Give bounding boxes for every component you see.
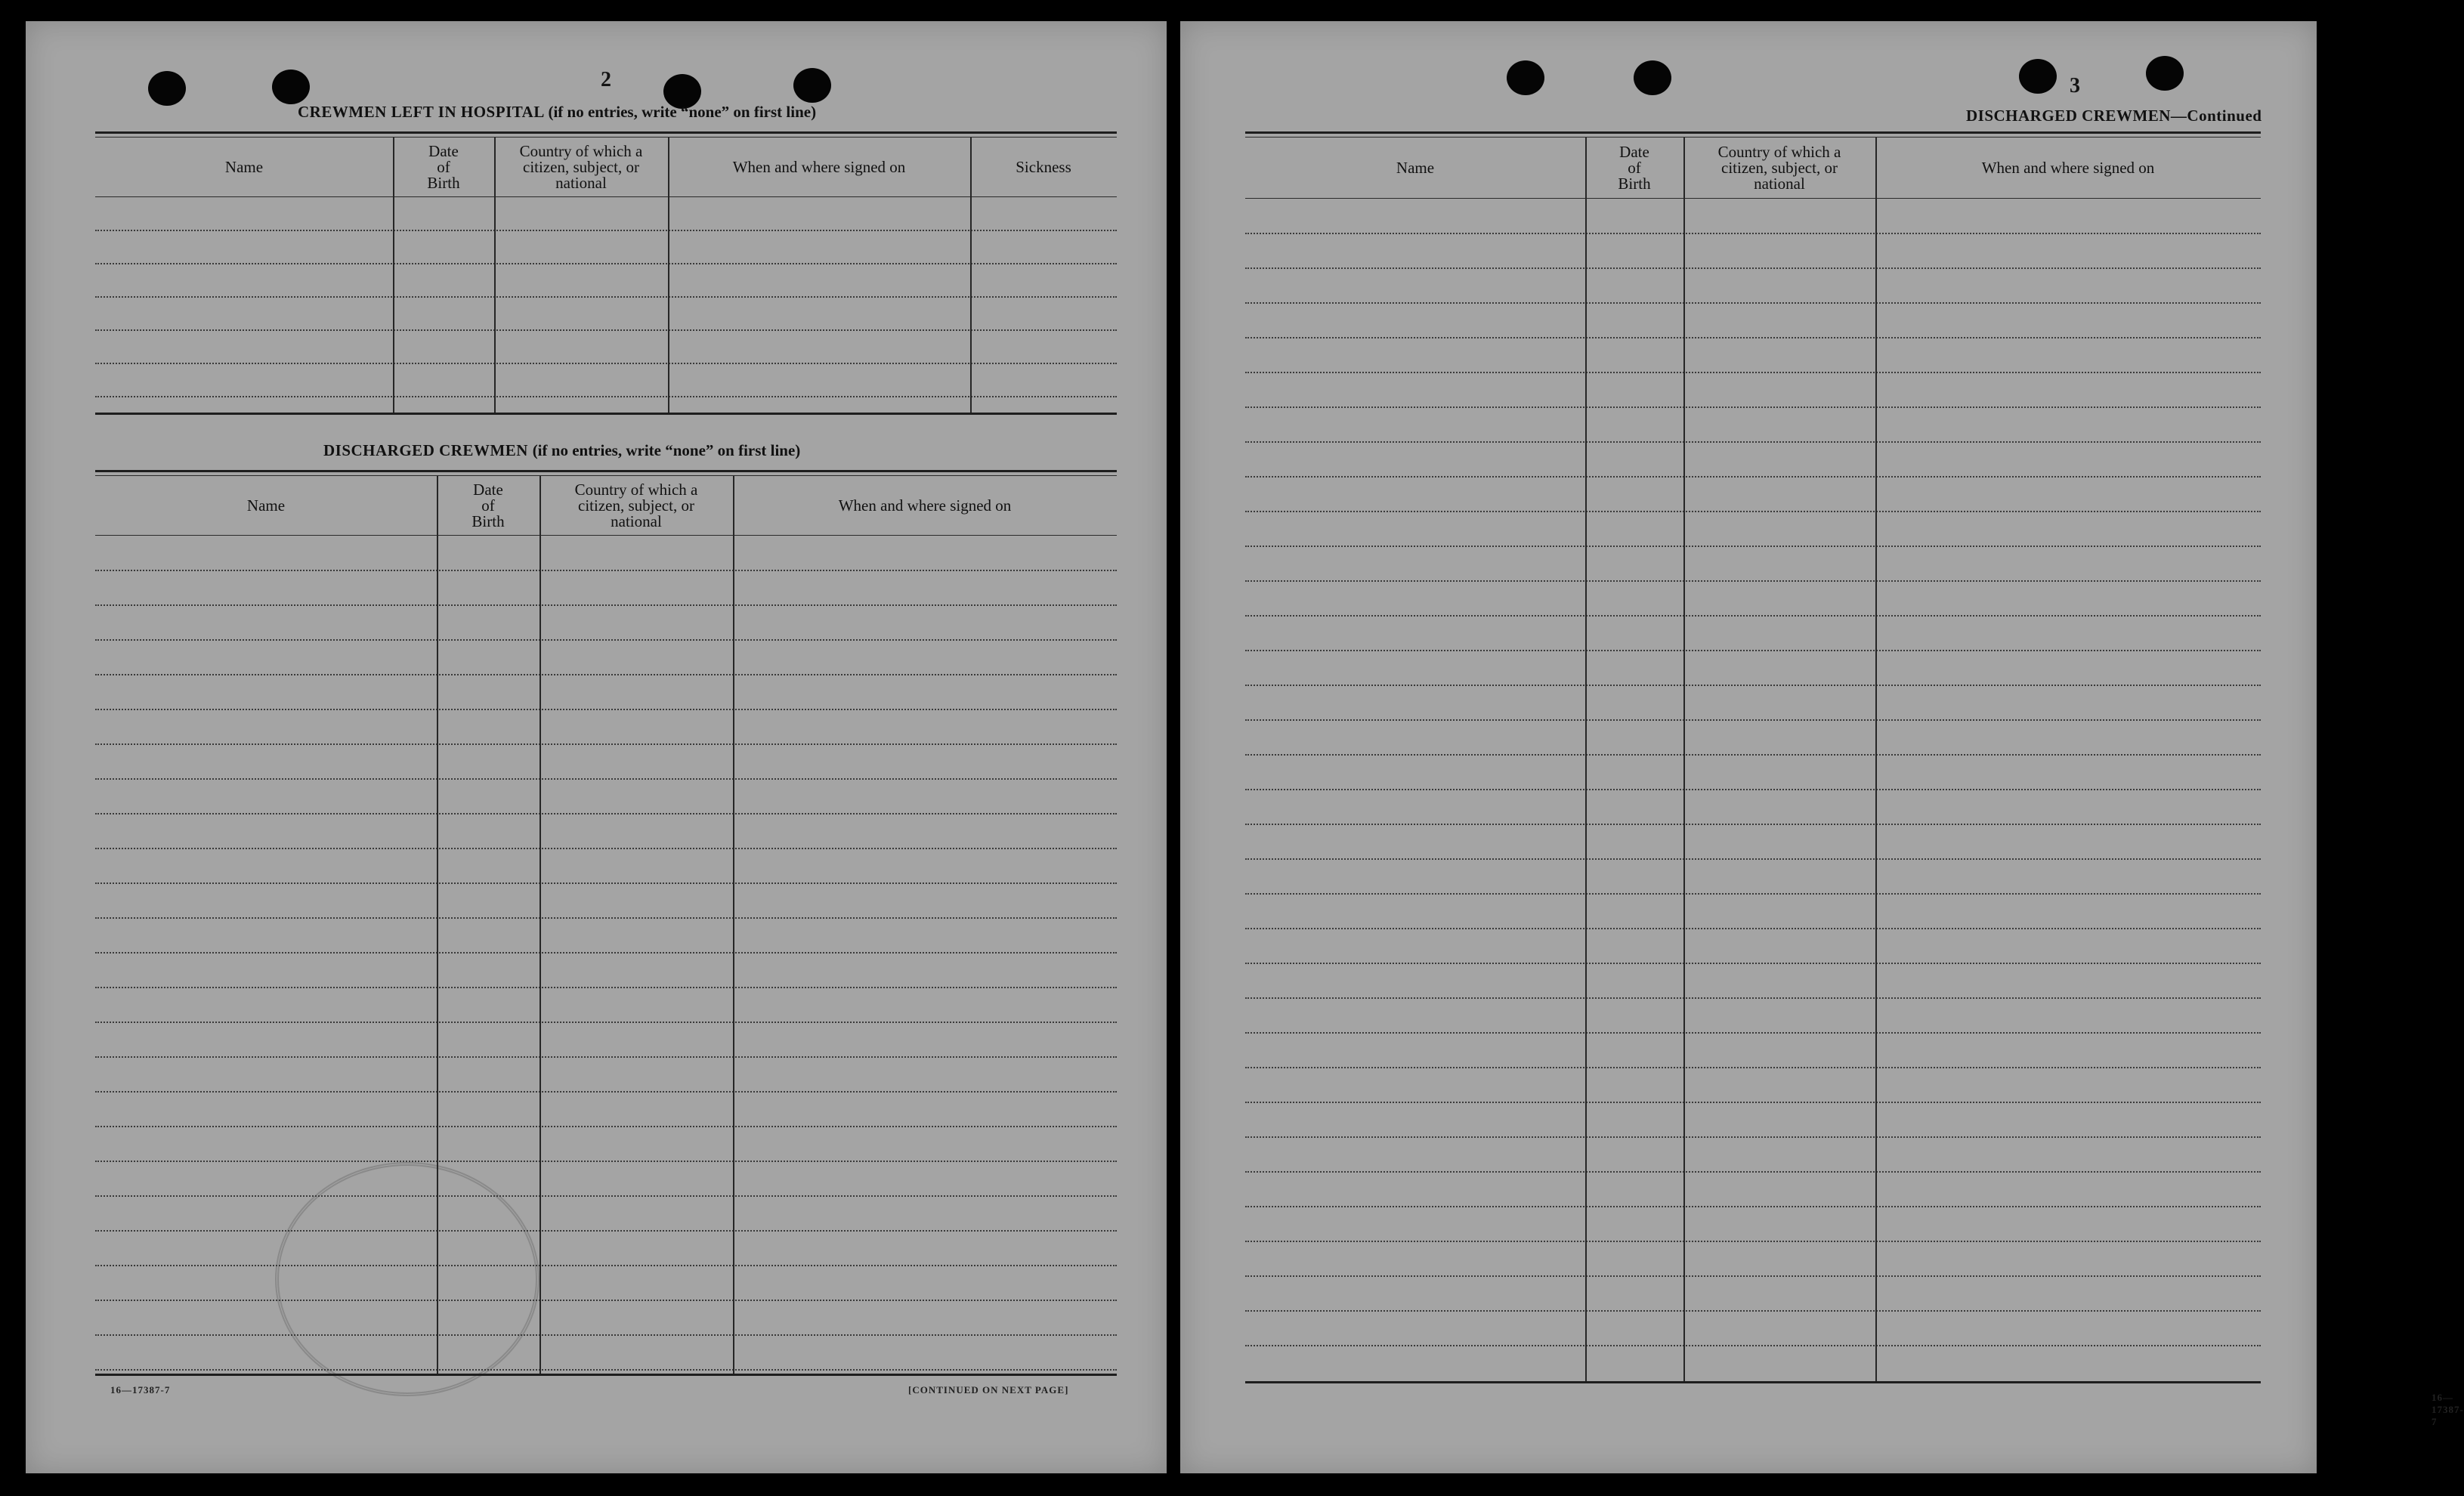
entry-line xyxy=(1245,1032,2261,1034)
entry-line xyxy=(95,639,1117,641)
table-top-rule xyxy=(1245,137,2261,138)
entry-line xyxy=(95,1056,1117,1058)
form-code: 16—17387-7 xyxy=(110,1384,171,1396)
discharged-continued-title: DISCHARGED CREWMEN—Continued xyxy=(1966,107,2262,125)
entry-line xyxy=(95,952,1117,954)
punch-hole xyxy=(2019,59,2057,94)
column-header: Country of which a citizen, subject, or national xyxy=(1717,142,1841,193)
column-header: Sickness xyxy=(1016,157,1071,176)
table-bottom-rule xyxy=(95,413,1117,415)
table-top-rule xyxy=(95,470,1117,472)
table-top-rule xyxy=(1245,131,2261,134)
entry-line xyxy=(95,1369,1117,1371)
faded-stamp xyxy=(275,1162,539,1396)
discharged-title-note: (if no entries, write “none” on first line) xyxy=(532,441,801,459)
column-header: When and where signed on xyxy=(1981,158,2155,177)
entry-line xyxy=(95,230,1117,231)
entry-line xyxy=(95,1195,1117,1197)
entry-line xyxy=(95,329,1117,331)
entry-line xyxy=(1245,1310,2261,1312)
punch-hole xyxy=(1507,60,1544,95)
entry-line xyxy=(95,674,1117,675)
column-divider xyxy=(437,476,438,1374)
entry-line xyxy=(1245,1275,2261,1277)
entry-line xyxy=(95,1022,1117,1023)
entry-line xyxy=(1245,441,2261,443)
entry-line xyxy=(95,363,1117,364)
table-top-rule xyxy=(95,131,1117,134)
entry-line xyxy=(95,1161,1117,1162)
entry-line xyxy=(95,1334,1117,1336)
column-header: Date of Birth xyxy=(1618,142,1651,193)
entry-line xyxy=(95,1230,1117,1232)
punch-hole xyxy=(148,71,186,106)
column-header: Name xyxy=(246,496,286,515)
header-rule xyxy=(1245,198,2261,199)
entry-line xyxy=(1245,928,2261,929)
entry-line xyxy=(1245,824,2261,825)
column-header: When and where signed on xyxy=(732,157,906,176)
continued-note: [CONTINUED ON NEXT PAGE] xyxy=(908,1384,1069,1396)
entry-line xyxy=(1245,406,2261,408)
column-header: Country of which a citizen, subject, or national xyxy=(519,141,643,192)
column-divider xyxy=(1875,138,1877,1381)
entry-line xyxy=(95,813,1117,814)
punch-hole xyxy=(793,68,831,103)
table-bottom-rule xyxy=(95,1374,1117,1376)
form-code: 16—17387-7 xyxy=(2432,1392,2464,1427)
entry-line xyxy=(1245,1241,2261,1242)
entry-line xyxy=(95,570,1117,571)
punch-hole xyxy=(1634,60,1671,95)
entry-line xyxy=(1245,337,2261,338)
entry-line xyxy=(1245,267,2261,269)
table-top-rule xyxy=(95,475,1117,476)
entry-line xyxy=(95,1265,1117,1266)
entry-line xyxy=(1245,233,2261,234)
entry-line xyxy=(1245,1171,2261,1173)
entry-line xyxy=(1245,1206,2261,1207)
entry-line xyxy=(95,778,1117,780)
punch-hole xyxy=(272,70,310,104)
column-header: Date of Birth xyxy=(471,480,505,530)
punch-hole xyxy=(2146,56,2184,91)
column-header: When and where signed on xyxy=(838,496,1012,515)
discharged-title-text: DISCHARGED CREWMEN xyxy=(323,441,528,459)
hospital-title-text: CREWMEN LEFT IN HOSPITAL xyxy=(298,103,544,121)
entry-line xyxy=(95,604,1117,606)
entry-line xyxy=(1245,963,2261,964)
table-top-rule xyxy=(95,137,1117,138)
entry-line xyxy=(1245,789,2261,790)
entry-line xyxy=(95,1126,1117,1127)
left-page xyxy=(26,21,1167,1473)
entry-line xyxy=(1245,1102,2261,1103)
column-divider xyxy=(1585,138,1587,1381)
entry-line xyxy=(1245,893,2261,895)
entry-line xyxy=(1245,754,2261,756)
entry-line xyxy=(1245,650,2261,651)
entry-line xyxy=(95,1300,1117,1301)
entry-line xyxy=(1245,997,2261,999)
entry-line xyxy=(1245,685,2261,686)
entry-line xyxy=(1245,476,2261,478)
column-divider xyxy=(1683,138,1685,1381)
entry-line xyxy=(1245,372,2261,373)
entry-line xyxy=(95,263,1117,264)
table-bottom-rule xyxy=(1245,1381,2261,1383)
header-rule xyxy=(95,535,1117,536)
page-number: 2 xyxy=(601,68,611,91)
entry-line xyxy=(1245,511,2261,512)
entry-line xyxy=(95,848,1117,849)
entry-line xyxy=(1245,546,2261,547)
column-divider xyxy=(539,476,541,1374)
page-number: 3 xyxy=(2070,74,2080,97)
right-page xyxy=(1180,21,2464,1473)
entry-line xyxy=(1245,615,2261,617)
entry-line xyxy=(95,743,1117,745)
column-header: Date of Birth xyxy=(427,141,460,192)
entry-line xyxy=(95,296,1117,298)
entry-line xyxy=(1245,1345,2261,1346)
entry-line xyxy=(95,396,1117,397)
entry-line xyxy=(95,1091,1117,1093)
entry-line xyxy=(95,882,1117,884)
hospital-section-title xyxy=(298,103,816,122)
header-rule xyxy=(95,196,1117,197)
column-header: Country of which a citizen, subject, or national xyxy=(574,480,698,530)
column-header: Name xyxy=(1396,158,1435,177)
entry-line xyxy=(95,987,1117,988)
entry-line xyxy=(95,917,1117,919)
entry-line xyxy=(1245,858,2261,860)
entry-line xyxy=(1245,719,2261,721)
entry-line xyxy=(1245,580,2261,582)
column-header: Name xyxy=(224,157,264,176)
discharged-section-title xyxy=(323,441,800,460)
column-divider xyxy=(733,476,734,1374)
entry-line xyxy=(1245,1136,2261,1138)
entry-line xyxy=(95,709,1117,710)
hospital-title-note: (if no entries, write “none” on first line) xyxy=(548,103,817,121)
entry-line xyxy=(1245,1067,2261,1068)
entry-line xyxy=(1245,302,2261,304)
